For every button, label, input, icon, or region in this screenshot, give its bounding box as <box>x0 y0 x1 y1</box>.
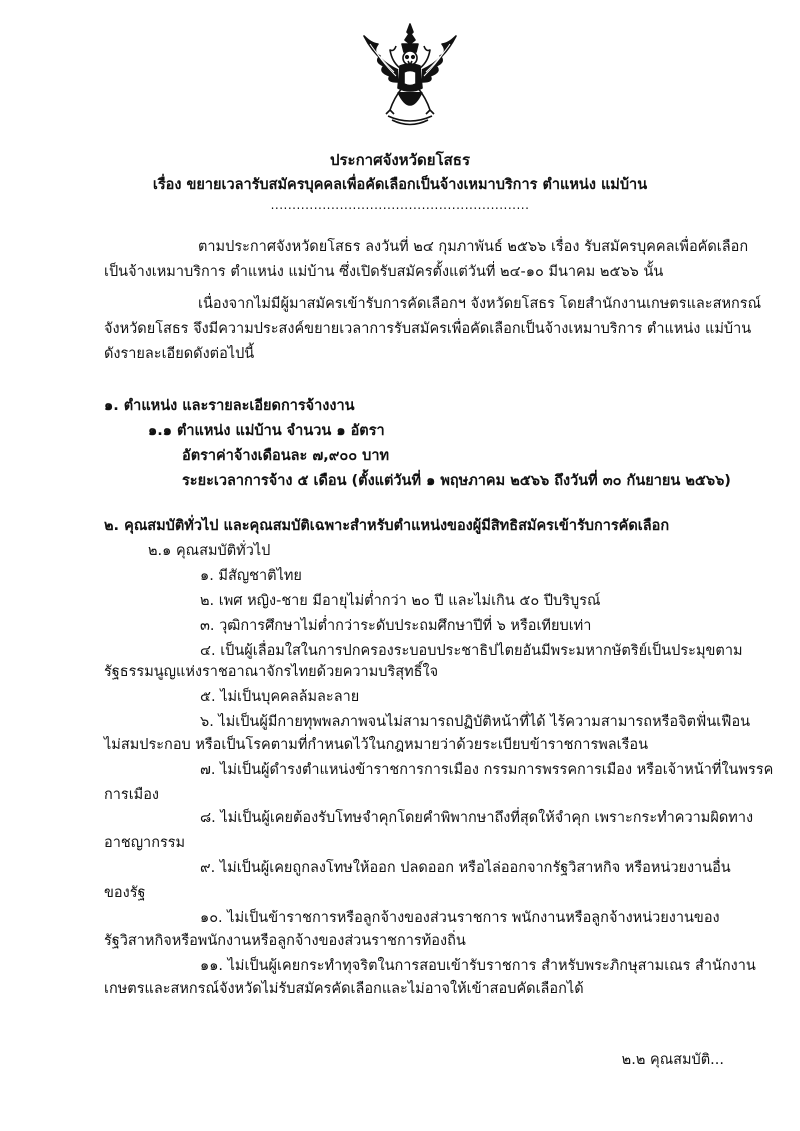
qualification-item-4-line-2: รัฐธรรมนูญแห่งราชอาณาจักรไทยด้วยความบริสุทธิ์ใจ <box>104 664 439 680</box>
section-1-period <box>182 471 731 491</box>
section-2-heading: ๒. คุณสมบัติทั่วไป และคุณสมบัติเฉพาะสำหรับตำแหน่งของผู้มีสิทธิสมัครเข้ารับการคัดเลือก <box>104 518 670 534</box>
qualification-item-1: ๑. มีสัญชาติไทย <box>200 568 302 584</box>
intro-paragraph-1-line-2: เป็นจ้างเหมาบริการ ตำแหน่ง แม่บ้าน ซึ่งเปิดรับสมัครตั้งแต่วันที่ ๒๔-๑๐ มีนาคม ๒๕๖๖ นั้น <box>104 264 664 280</box>
separator-dots: ............................................................ <box>270 198 530 212</box>
qualification-item-7-line-2: การเมือง <box>104 787 160 803</box>
qualification-item-8-line-1: ๘. ไม่เป็นผู้เคยต้องรับโทษจำคุกโดยคำพิพากษาถึงที่สุดให้จำคุก เพราะกระทำความผิดทาง <box>200 810 754 826</box>
intro-paragraph-2-line-1: เนื่องจากไม่มีผู้มาสมัครเข้ารับการคัดเลือกฯ จังหวัดยโสธร โดยสำนักงานเกษตรและสหกรณ์ <box>198 296 762 312</box>
garuda-emblem-icon <box>356 22 464 130</box>
qualification-item-11-line-2: เกษตรและสหกรณ์จังหวัดไม่รับสมัครคัดเลือกและไม่อาจให้เข้าสอบคัดเลือกได้ <box>104 981 584 997</box>
intro-paragraph-2-line-3: ดังรายละเอียดดังต่อไปนี้ <box>104 346 255 362</box>
qualification-item-8-line-2: อาชญากรรม <box>104 835 186 851</box>
qualification-item-9-line-1: ๙. ไม่เป็นผู้เคยถูกลงโทษให้ออก ปลดออก หรือไล่ออกจากรัฐวิสาหกิจ หรือหน่วยงานอื่น <box>200 860 731 876</box>
section-1-salary: อัตราค่าจ้างเดือนละ ๗,๙๐๐ บาท <box>182 448 390 464</box>
qualification-item-4-line-1: ๔. เป็นผู้เลื่อมใสในการปกครองระบอบประชาธิปไตยอันมีพระมหากษัตริย์เป็นประมุขตาม <box>200 643 743 659</box>
intro-paragraph-2-line-2: จังหวัดยโสธร จึงมีความประสงค์ขยายเวลาการรับสมัครเพื่อคัดเลือกเป็นจ้างเหมาบริการ ตำแหน่ง แม่บ้าน <box>104 321 752 337</box>
section-2-subheading: ๒.๑ คุณสมบัติทั่วไป <box>148 543 271 559</box>
section-1-period-text: ระยะเวลาการจ้าง ๕ เดือน (ตั้งแต่วันที่ ๑ พฤษภาคม ๒๕๖๖ ถึงวันที่ ๓๐ กันยายน ๒๕๖๖) <box>182 473 731 489</box>
qualification-item-2: ๒. เพศ หญิง-ชาย มีอายุไม่ต่ำกว่า ๒๐ ปี และไม่เกิน ๕๐ ปีบริบูรณ์ <box>200 593 601 609</box>
qualification-item-9-line-2: ของรัฐ <box>104 885 146 901</box>
qualification-item-5: ๕. ไม่เป็นบุคคลล้มละลาย <box>200 689 360 705</box>
intro-paragraph-1-line-1: ตามประกาศจังหวัดยโสธร ลงวันที่ ๒๔ กุมภาพันธ์ ๒๕๖๖ เรื่อง รับสมัครบุคคลเพื่อคัดเลือก <box>198 239 749 255</box>
section-1-position: ๑.๑ ตำแหน่ง แม่บ้าน จำนวน ๑ อัตรา <box>148 423 385 439</box>
qualification-item-3: ๓. วุฒิการศึกษาไม่ต่ำกว่าระดับประถมศึกษาปีที่ ๖ หรือเทียบเท่า <box>200 618 592 634</box>
qualification-item-11-line-1: ๑๑. ไม่เป็นผู้เคยกระทำทุจริตในการสอบเข้ารับราชการ สำหรับพระภิกษุสามเณร สำนักงาน <box>200 958 756 974</box>
qualification-item-6-line-1: ๖. ไม่เป็นผู้มีกายทุพพลภาพจนไม่สามารถปฏิบัติหน้าที่ได้ ไร้ความสามารถหรือจิตฟั่นเฟือน <box>200 714 751 730</box>
qualification-item-10-line-1: ๑๐. ไม่เป็นข้าราชการหรือลูกจ้างของส่วนราชการ พนักงานหรือลูกจ้างหน่วยงานของ <box>200 910 720 926</box>
qualification-item-6-line-2: ไม่สมประกอบ หรือเป็นโรคตามที่กำหนดไว้ในกฎหมายว่าด้วยระเบียบข้าราชการพลเรือน <box>104 737 649 753</box>
qualification-item-7-line-1: ๗. ไม่เป็นผู้ดำรงตำแหน่งข้าราชการการเมือง กรรมการพรรคการเมือง หรือเจ้าหน้าที่ในพรรค <box>200 762 774 778</box>
document-subject: เรื่อง ขยายเวลารับสมัครบุคคลเพื่อคัดเลือกเป็นจ้างเหมาบริการ ตำแหน่ง แม่บ้าน <box>152 177 648 193</box>
page-continuation-note: ๒.๒ คุณสมบัติ... <box>621 1052 724 1068</box>
section-1-heading: ๑. ตำแหน่ง และรายละเอียดการจ้างงาน <box>104 398 355 414</box>
document-title: ประกาศจังหวัดยโสธร <box>329 151 471 169</box>
qualification-item-10-line-2: รัฐวิสาหกิจหรือพนักงานหรือลูกจ้างของส่วนราชการท้องถิ่น <box>104 933 466 949</box>
